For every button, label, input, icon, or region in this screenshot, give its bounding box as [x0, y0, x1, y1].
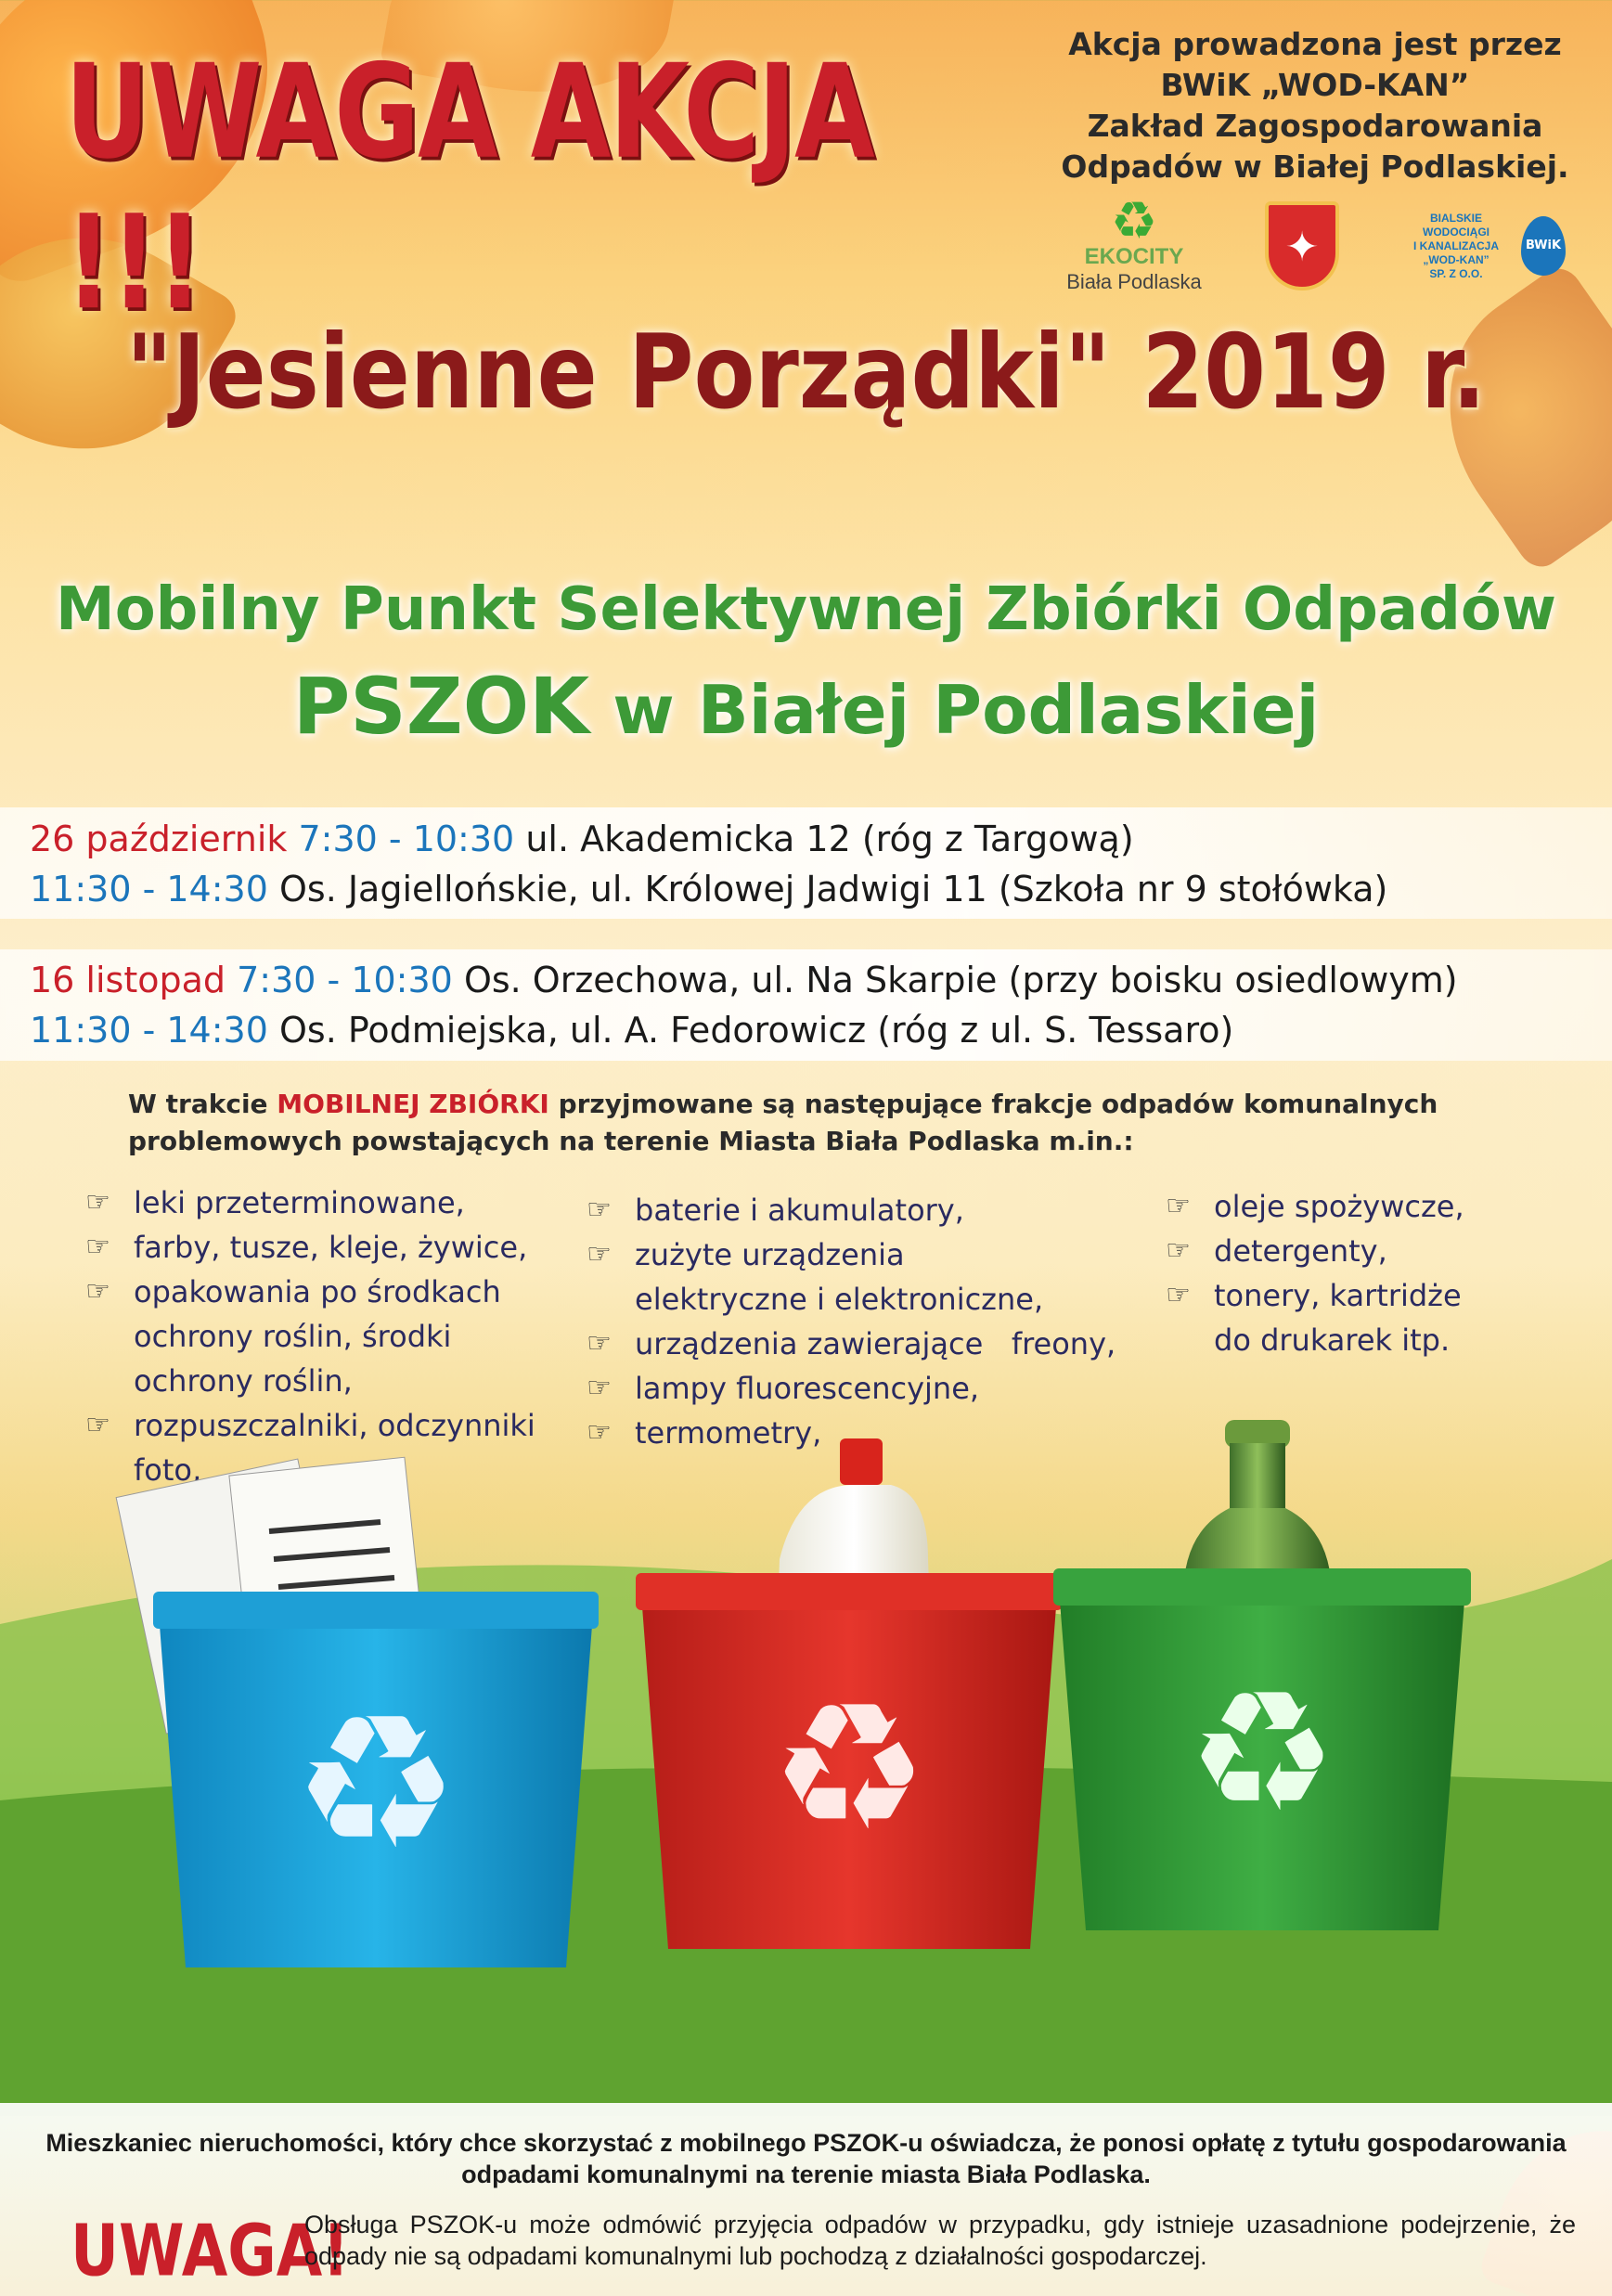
organizer-line: Odpadów w Białej Podlaskiej.: [1061, 148, 1569, 185]
list-item: [85, 1270, 605, 1314]
event-title: "Jesienne Porządki" 2019 r.: [125, 312, 1487, 432]
list-item: [1166, 1229, 1574, 1273]
pointing-hand-icon: ☞: [587, 1416, 612, 1449]
list-item: [587, 1188, 1143, 1232]
pointing-hand-icon: ☞: [587, 1238, 612, 1271]
headline: UWAGA AKCJA !!!: [65, 37, 873, 339]
svg-text:♻: ♻: [292, 1675, 459, 1891]
wodkan-line: „WOD-KAN”: [1423, 252, 1489, 266]
pointing-hand-icon: ☞: [587, 1372, 612, 1404]
waste-item-continuation: ochrony roślin, środki: [134, 1319, 452, 1354]
organizer-line: Akcja prowadzona jest przez: [1068, 26, 1562, 62]
waste-item-text: leki przeterminowane,: [134, 1185, 465, 1220]
pointing-hand-icon: ☞: [1166, 1190, 1191, 1222]
waste-item-text: urządzenia zawierające freony,: [635, 1326, 1116, 1361]
waste-item-text: tonery, kartridże: [1214, 1278, 1462, 1313]
waste-item-text: termometry,: [635, 1415, 822, 1451]
pointing-hand-icon: ☞: [85, 1186, 110, 1219]
schedule-row: [30, 960, 1458, 1000]
pointing-hand-icon: ☞: [587, 1327, 612, 1360]
warning-label: UWAGA!: [71, 2211, 350, 2293]
schedule-time: 11:30 - 14:30: [30, 1010, 268, 1051]
recycling-bins-illustration: [0, 1411, 1612, 2116]
pointing-hand-icon: ☞: [587, 1193, 612, 1226]
pszok-label: PSZOK: [292, 661, 590, 752]
waste-item-continuation: elektryczne i elektroniczne,: [635, 1282, 1044, 1317]
waste-item-text: lampy fluorescencyjne,: [635, 1371, 980, 1406]
pointing-hand-icon: ☞: [1166, 1279, 1191, 1311]
ekocity-logo: [1064, 191, 1204, 294]
schedule-place: Os. Orzechowa, ul. Na Skarpie (przy boisku osiedlowym): [463, 960, 1458, 1000]
water-drop-icon: BWiK: [1521, 216, 1566, 276]
list-item: [85, 1180, 605, 1225]
waste-item-continuation: do drukarek itp.: [1214, 1322, 1451, 1358]
list-item: [587, 1366, 1143, 1411]
organizer-info: [1055, 24, 1575, 187]
waste-item-text: zużyte urządzenia: [635, 1237, 905, 1272]
schedule-row: [30, 869, 1387, 909]
list-item: [85, 1225, 605, 1270]
waste-item-continuation: ochrony roślin,: [134, 1363, 353, 1399]
intro-line1: [128, 1086, 1483, 1123]
partner-logos: [1064, 191, 1566, 297]
warning-text: Obsługa PSZOK-u może odmówić przyjęcia odpadów w przypadku, gdy istnieje uzasadnione podejrzenie, że odpady nie są odpadami komunalnymi lub pochodzą z działalności gospodarczej.: [304, 2211, 1576, 2270]
schedule-time: 7:30 - 10:30: [237, 960, 453, 1000]
pointing-hand-icon: ☞: [1166, 1234, 1191, 1267]
subtitle-location: w Białej Podlaskiej: [589, 671, 1320, 749]
recycle-icon: ♻: [1110, 191, 1158, 250]
city-crest-icon: ✦: [1265, 201, 1339, 290]
schedule-place: Os. Jagiellońskie, ul. Królowej Jadwigi 11 (Szkoła nr 9 stołówka): [278, 869, 1388, 909]
wodkan-line: I KANALIZACJA: [1413, 239, 1499, 252]
list-item: [587, 1232, 1143, 1277]
wodkan-line: SP. Z O.O.: [1429, 266, 1483, 280]
waste-item-continuation: foto,: [134, 1452, 202, 1488]
blue-bin: [153, 1592, 599, 1967]
schedule-place: Os. Podmiejska, ul. A. Fedorowicz (róg z ul. S. Tessaro): [278, 1010, 1234, 1051]
organizer-line: BWiK „WOD-KAN”: [1160, 67, 1470, 103]
ekocity-city: Biała Podlaska: [1066, 270, 1202, 293]
schedule-place: ul. Akademicka 12 (róg z Targową): [525, 819, 1134, 859]
footer-notice: Mieszkaniec nieruchomości, który chce skorzystać z mobilnego PSZOK-u oświadcza, że ponosi opłatę z tytułu gospodarowania odpadami komunalnymi na terenie miasta Biała Podlaska.: [45, 2129, 1567, 2188]
wodkan-logo: [1400, 212, 1566, 281]
pointing-hand-icon: ☞: [85, 1275, 110, 1308]
subtitle-line1: Mobilny Punkt Selektywnej Zbiórki Odpadów: [56, 575, 1556, 644]
list-item: [1166, 1273, 1574, 1318]
intro-line2: problemowych powstających na terenie Miasta Biała Podlaska m.in.:: [128, 1126, 1134, 1156]
waste-item-text: rozpuszczalniki, odczynniki: [134, 1408, 535, 1443]
ekocity-name: EKOCITY: [1084, 244, 1184, 269]
intro-text: [128, 1086, 1483, 1160]
schedule-time: 7:30 - 10:30: [298, 819, 515, 859]
intro-highlight: MOBILNEJ ZBIÓRKI: [277, 1089, 549, 1119]
schedule-row: [30, 819, 1134, 859]
waste-item-text: farby, tusze, kleje, żywice,: [134, 1230, 528, 1265]
waste-list-column-3: [1166, 1184, 1574, 1362]
wodkan-line: WODOCIĄGI: [1423, 225, 1489, 239]
waste-item-text: detergenty,: [1214, 1233, 1387, 1269]
schedule-time: 11:30 - 14:30: [30, 869, 268, 909]
svg-text:♻: ♻: [769, 1665, 929, 1870]
intro-suffix: przyjmowane są następujące frakcje odpadów komunalnych: [548, 1089, 1438, 1119]
wodkan-text: [1400, 212, 1512, 281]
list-item: [587, 1322, 1143, 1366]
schedule-date: 16 listopad: [30, 960, 226, 1000]
waste-item-text: oleje spożywcze,: [1214, 1189, 1464, 1224]
pointing-hand-icon: ☞: [85, 1231, 110, 1263]
list-item: [1166, 1184, 1574, 1229]
schedule-row: [30, 1010, 1233, 1051]
wodkan-line: BIALSKIE: [1429, 211, 1482, 225]
waste-item-text: opakowania po środkach: [134, 1274, 501, 1309]
intro-prefix: W trakcie: [128, 1089, 277, 1119]
subtitle-line2: [0, 661, 1612, 752]
schedule-date: 26 październik: [30, 819, 288, 859]
svg-text:♻: ♻: [1187, 1656, 1337, 1850]
organizer-line: Zakład Zagospodarowania: [1087, 108, 1543, 144]
red-bin: [636, 1573, 1063, 1949]
waste-item-text: baterie i akumulatory,: [635, 1193, 964, 1228]
green-bin: [1053, 1568, 1471, 1930]
pointing-hand-icon: ☞: [85, 1409, 110, 1441]
